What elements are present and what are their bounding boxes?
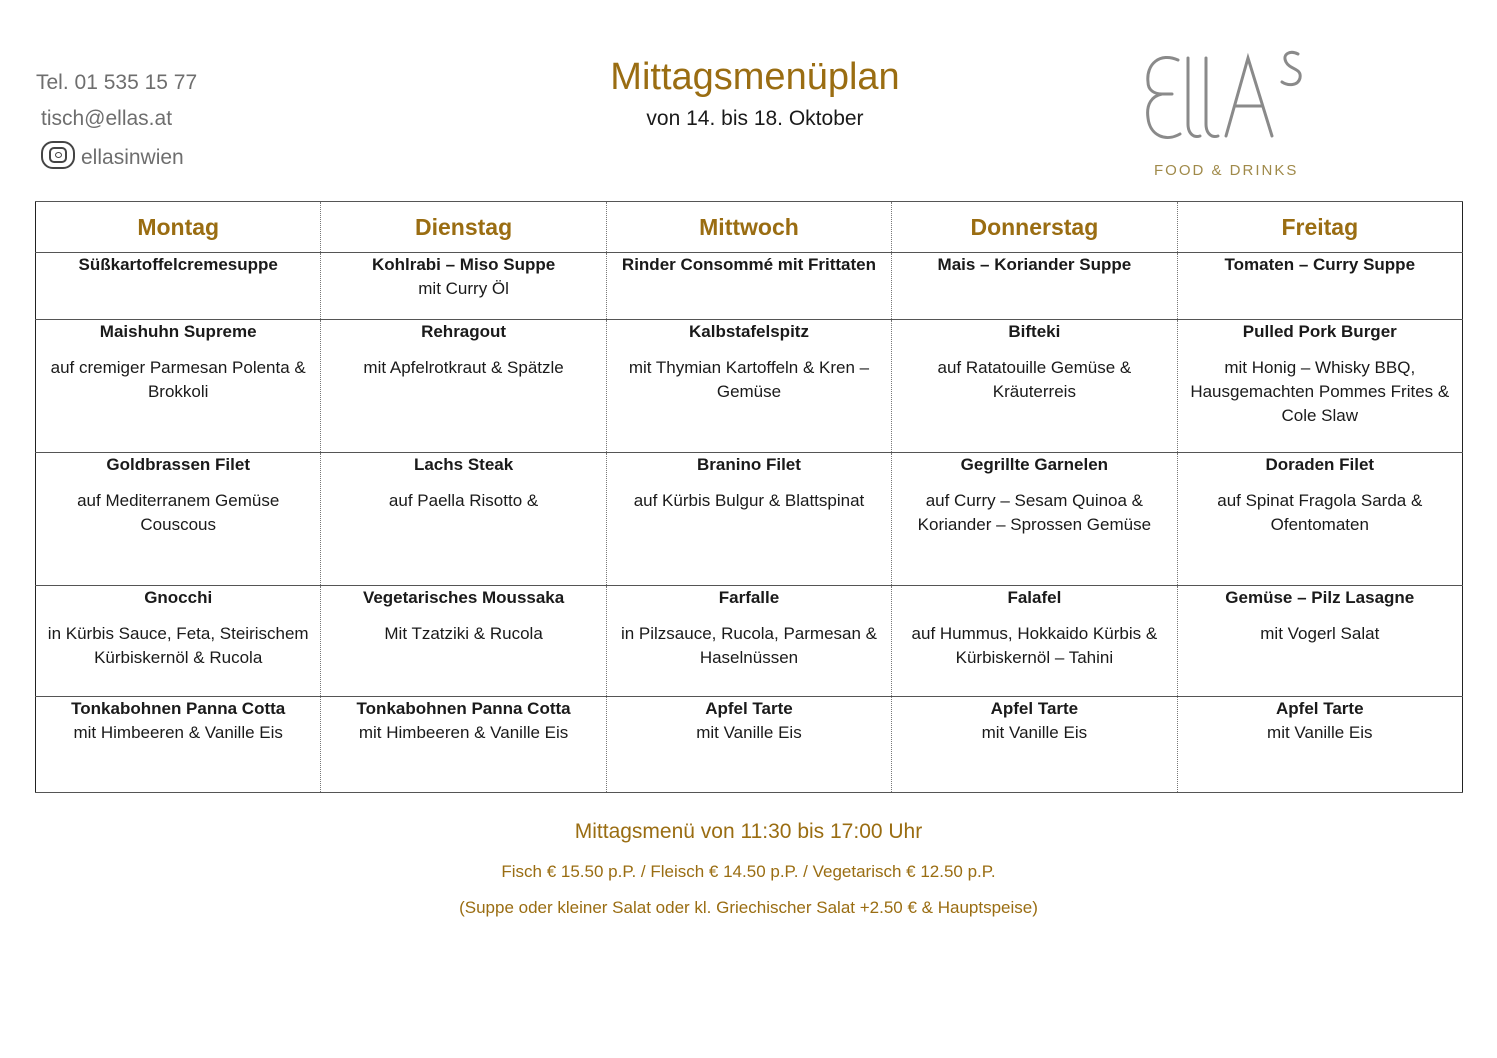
dish-name: Tonkabohnen Panna Cotta <box>71 699 286 718</box>
day-header-thursday: Donnerstag <box>892 202 1177 253</box>
dessert-cell <box>606 697 891 793</box>
dish-description: mit Vanille Eis <box>696 723 802 742</box>
dish-description: mit Thymian Kartoffeln & Kren – Gemüse <box>628 358 870 401</box>
dish-description: mit Himbeeren & Vanille Eis <box>73 723 283 742</box>
soup-cell <box>892 253 1177 320</box>
dish-description: mit Vogerl Salat <box>1260 624 1380 643</box>
ellas-logo-mark <box>1140 44 1370 159</box>
dish-description: auf Paella Risotto & <box>388 491 539 510</box>
dish-name: Tomaten – Curry Suppe <box>1224 255 1416 274</box>
soup-cell <box>36 253 321 320</box>
dish-name: Pulled Pork Burger <box>1242 322 1397 341</box>
dish-name: Gegrillte Garnelen <box>960 455 1109 474</box>
logo-tagline: FOOD & DRINKS <box>1154 162 1299 179</box>
dish-name: Vegetarisches Moussaka <box>362 588 565 607</box>
day-header-row <box>36 202 1463 253</box>
dish-description: auf Spinat Fragola Sarda & Ofentomaten <box>1217 491 1423 534</box>
dish-name: Maishuhn Supreme <box>99 322 257 341</box>
dish-description: mit Vanille Eis <box>981 723 1088 742</box>
dish-description: mit Apfelrotkraut & Spätzle <box>363 358 564 377</box>
dessert-cell <box>321 697 606 793</box>
dish-name: Rinder Consommé mit Frittaten <box>621 255 877 274</box>
phone-number: Tel. 01 535 15 77 <box>36 71 198 94</box>
meat-cell <box>1177 320 1462 453</box>
contact-block <box>36 68 197 176</box>
day-header-monday: Montag <box>36 202 321 253</box>
meat-cell <box>892 320 1177 453</box>
dish-description: auf Mediterranem Gemüse Couscous <box>77 491 280 534</box>
dish-name: Apfel Tarte <box>990 699 1079 718</box>
instagram-handle-row <box>41 140 197 176</box>
fish-cell <box>321 453 606 586</box>
dish-name: Branino Filet <box>697 455 801 474</box>
dish-name: Mais – Koriander Suppe <box>937 255 1132 274</box>
dish-name: Gemüse – Pilz Lasagne <box>1225 588 1415 607</box>
fish-cell <box>1177 453 1462 586</box>
dish-name: Farfalle <box>718 588 780 607</box>
dish-name: Falafel <box>1007 588 1062 607</box>
dessert-cell <box>1177 697 1462 793</box>
fish-cell <box>892 453 1177 586</box>
menu-note: (Suppe oder kleiner Salat oder kl. Griechischer Salat +2.50 € & Hauptspeise) <box>459 898 1038 917</box>
meat-cell <box>321 320 606 453</box>
dish-description: Mit Tzatziki & Rucola <box>384 624 543 643</box>
day-header-wednesday: Mittwoch <box>606 202 891 253</box>
fish-cell <box>36 453 321 586</box>
meat-cell <box>36 320 321 453</box>
ellas-logo <box>1140 44 1370 184</box>
dessert-cell <box>36 697 321 793</box>
menu-table <box>35 201 1463 793</box>
fish-row <box>36 453 1463 586</box>
dish-description: in Kürbis Sauce, Feta, Steirischem Kürbiskernöl & Rucola <box>47 624 309 667</box>
dish-description: in Pilzsauce, Rucola, Parmesan & Haselnüssen <box>620 624 877 667</box>
page-title: Mittagsmenüplan <box>610 56 900 98</box>
dish-name: Goldbrassen Filet <box>106 455 250 474</box>
dish-name: Doraden Filet <box>1265 455 1375 474</box>
instagram-handle: ellasinwien <box>81 146 184 169</box>
dish-description: auf Kürbis Bulgur & Blattspinat <box>633 491 865 510</box>
day-header-friday: Freitag <box>1177 202 1462 253</box>
soup-cell <box>1177 253 1462 320</box>
dish-description: auf cremiger Parmesan Polenta & Brokkoli <box>50 358 306 401</box>
vegetarian-cell <box>321 586 606 697</box>
meat-cell <box>606 320 891 453</box>
meat-row <box>36 320 1463 453</box>
dish-description: mit Vanille Eis <box>1267 723 1373 742</box>
vegetarian-cell <box>892 586 1177 697</box>
dish-description: mit Himbeeren & Vanille Eis <box>358 723 569 742</box>
lunch-hours: Mittagsmenü von 11:30 bis 17:00 Uhr <box>574 820 923 843</box>
price-list: Fisch € 15.50 p.P. / Fleisch € 14.50 p.P. / Vegetarisch € 12.50 p.P. <box>501 862 996 881</box>
vegetarian-cell <box>1177 586 1462 697</box>
email-address: tisch@ellas.at <box>41 107 173 130</box>
dish-name: Apfel Tarte <box>705 699 793 718</box>
dish-name: Kalbstafelspitz <box>688 322 809 341</box>
dish-description: auf Ratatouille Gemüse & Kräuterreis <box>937 358 1132 401</box>
dish-name: Gnocchi <box>144 588 213 607</box>
dish-name: Apfel Tarte <box>1276 699 1364 718</box>
soup-cell <box>321 253 606 320</box>
fish-cell <box>606 453 891 586</box>
dish-name: Rehragout <box>421 322 507 341</box>
dish-name: Bifteki <box>1008 322 1061 341</box>
date-range: von 14. bis 18. Oktober <box>646 107 864 130</box>
instagram-icon <box>41 141 75 169</box>
soup-cell <box>606 253 891 320</box>
dish-name: Kohlrabi – Miso Suppe <box>371 255 556 274</box>
dessert-cell <box>892 697 1177 793</box>
vegetarian-cell <box>36 586 321 697</box>
header <box>500 52 1010 134</box>
soup-row <box>36 253 1463 320</box>
dish-description: mit Honig – Whisky BBQ, Hausgemachten Pommes Frites & Cole Slaw <box>1190 358 1450 425</box>
dessert-row <box>36 697 1463 793</box>
dish-description: auf Curry – Sesam Quinoa & Koriander – Sprossen Gemüse <box>917 491 1152 534</box>
day-header-tuesday: Dienstag <box>321 202 606 253</box>
dish-name: Tonkabohnen Panna Cotta <box>356 699 571 718</box>
dish-name: Süßkartoffelcremesuppe <box>78 255 278 274</box>
vegetarian-cell <box>606 586 891 697</box>
dish-description: mit Curry Öl <box>418 279 509 298</box>
dish-description: auf Hummus, Hokkaido Kürbis & Kürbiskernöl – Tahini <box>911 624 1158 667</box>
dish-name: Lachs Steak <box>413 455 514 474</box>
vegetarian-row <box>36 586 1463 697</box>
